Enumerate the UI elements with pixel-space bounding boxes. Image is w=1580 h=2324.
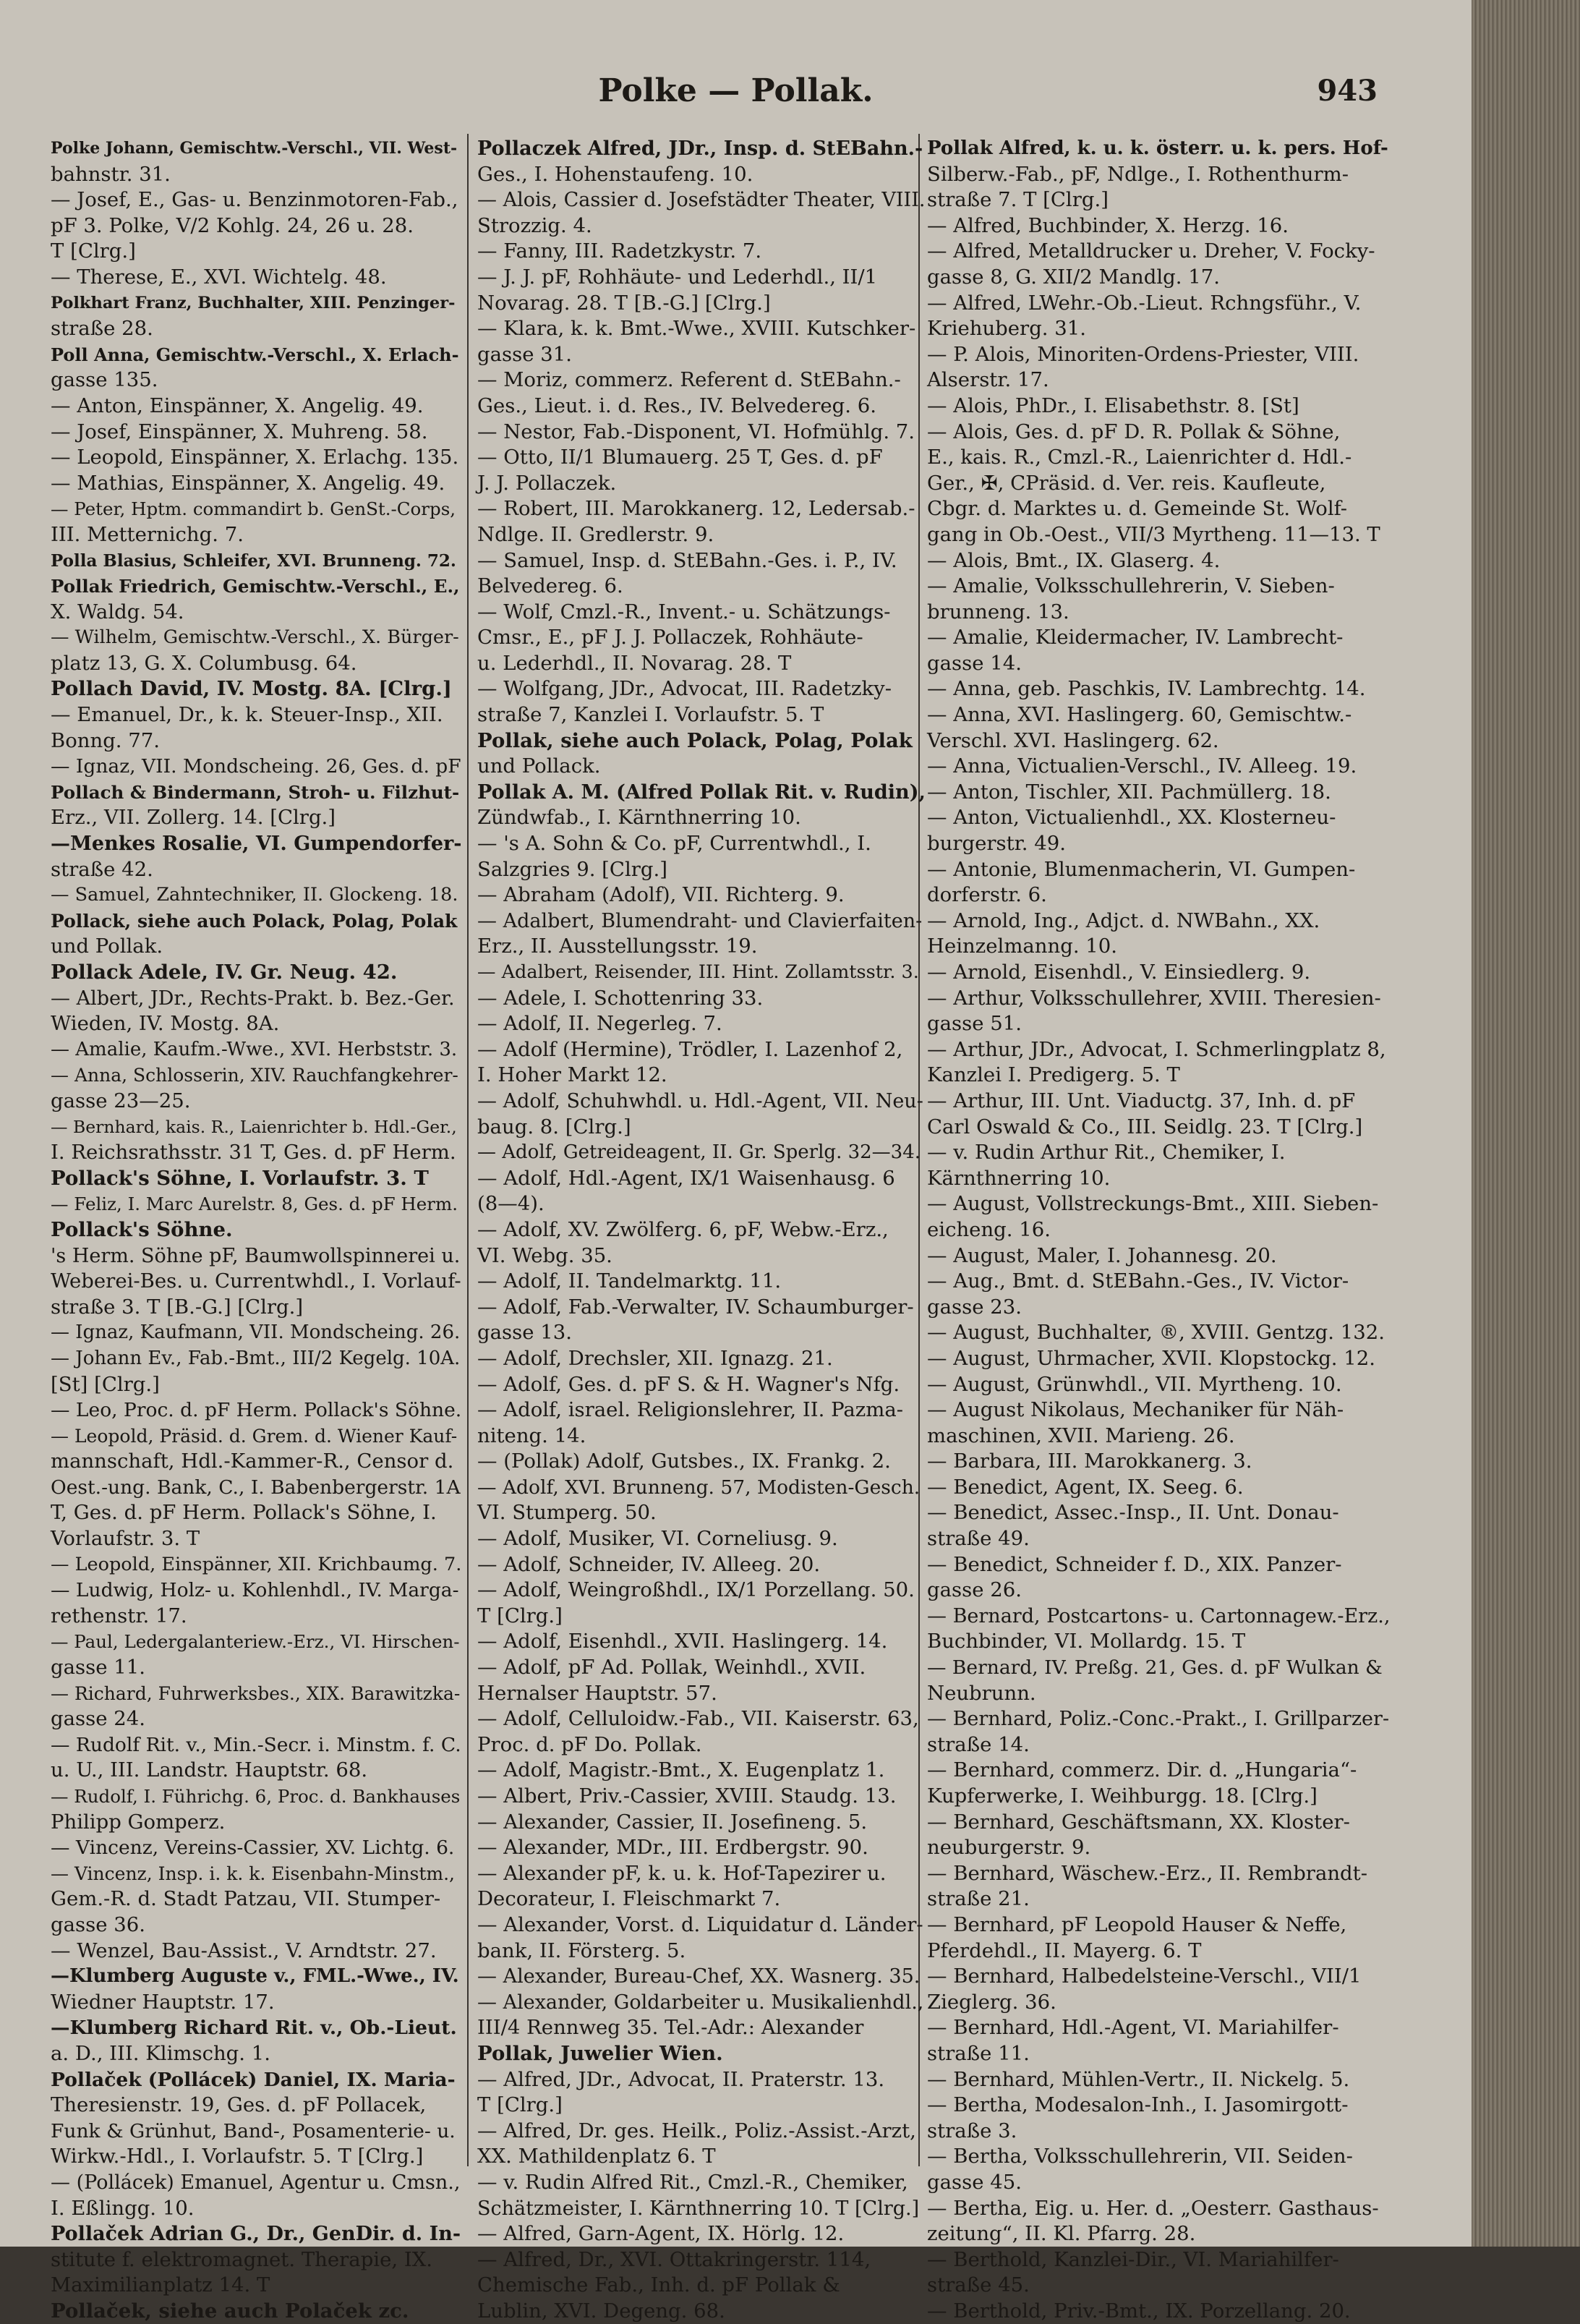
directory-entry-line: — Bertha, Eig. u. Her. d. „Oesterr. Gasthaus- [927,2196,1379,2220]
directory-entry-line: gasse 135. [51,368,158,392]
directory-entry-line: Polkhart Franz, Buchhalter, XIII. Penzinger- [51,293,456,312]
directory-entry-line: gasse 14. [927,651,1022,675]
directory-entry-line: Salzgries 9. [Clrg.] [477,857,667,881]
directory-entry-line: — Amalie, Kleidermacher, IV. Lambrecht- [927,626,1344,650]
page-number: 943 [1317,74,1378,108]
directory-entry-line: — Alfred, LWehr.-Ob.-Lieut. Rchngsführ., V. [927,291,1362,315]
directory-entry-line: straße 45. [927,2273,1030,2297]
directory-entry-line: — Otto, II/1 Blumauerg. 25 T, Ges. d. pF [477,446,883,469]
directory-entry-line: Wirkw.-Hdl., I. Vorlaufstr. 5. T [Clrg.] [51,2145,424,2168]
directory-entry-line: — Alexander, Vorst. d. Liquidatur d. Länder- [477,1912,923,1936]
directory-entry-line: gasse 31. [477,342,572,366]
directory-entry-line: — Anna, Victualien-Verschl., IV. Alleeg. 19. [927,754,1357,778]
directory-entry-line: — August, Buchhalter, ®, XVIII. Gentzg. 132. [927,1321,1385,1345]
directory-entry-line: u. Lederhdl., II. Novarag. 28. T [477,651,792,675]
directory-entry-line: — Josef, Einspänner, X. Muhreng. 58. [51,420,428,443]
directory-entry-line: — Bernard, IV. Preßg. 21, Ges. d. pF Wulkan & [927,1656,1383,1680]
directory-entry-line: Oest.-ung. Bank, C., I. Babenbergerstr. 1A [51,1476,461,1499]
directory-entry-line: —Klumberg Auguste v., FML.-Wwe., IV. [51,1965,459,1988]
directory-entry-line: Schätzmeister, I. Kärnthnerring 10. T [Clrg.] [477,2197,920,2220]
directory-entry-line: — Feliz, I. Marc Aurelstr. 8, Ges. d. pF Herm. [51,1193,458,1215]
directory-entry-line: Zieglerg. 36. [927,1990,1056,2014]
directory-entry-line: [St] [Clrg.] [51,1372,160,1396]
directory-entry-line: — Barbara, III. Marokkanerg. 3. [927,1450,1252,1473]
directory-entry-line: Kupferwerke, I. Weihburgg. 18. [Clrg.] [927,1784,1318,1808]
directory-entry-line: Pollack's Söhne, I. Vorlaufstr. 3. T [51,1166,429,1190]
directory-entry-line: gasse 45. [927,2170,1022,2194]
directory-entry-line: — Klara, k. k. Bmt.-Wwe., XVIII. Kutschker- [477,317,916,341]
directory-entry-line: — Arthur, III. Unt. Viaductg. 37, Inh. d. pF [927,1089,1356,1112]
directory-entry-line: maschinen, XVII. Marieng. 26. [927,1423,1235,1447]
directory-entry-line: — August, Uhrmacher, XVII. Klopstockg. 12. [927,1346,1376,1370]
directory-entry-line: eicheng. 16. [927,1217,1051,1241]
directory-entry-line: Kanzlei I. Predigerg. 5. T [927,1063,1180,1087]
column-divider [467,134,469,2166]
directory-entry-line: gasse 26. [927,1578,1022,1602]
directory-entry-line: — Wenzel, Bau-Assist., V. Arndtstr. 27. [51,1938,437,1962]
directory-entry-line: straße 28. [51,317,153,341]
directory-entry-line: Ndlge. II. Gredlerstr. 9. [477,522,714,546]
directory-entry-line: straße 7, Kanzlei I. Vorlaufstr. 5. T [477,703,824,727]
directory-entry-line: — Alois, Bmt., IX. Glaserg. 4. [927,548,1221,572]
directory-entry-line: III/4 Rennweg 35. Tel.-Adr.: Alexander [477,2016,864,2040]
directory-entry-line: stitute f. elektromagnet. Therapie, IX. [51,2247,433,2271]
directory-entry-line: Alserstr. 17. [927,368,1049,392]
directory-entry-line: — Josef, E., Gas- u. Benzinmotoren-Fab., [51,188,458,212]
directory-entry-line: — Ludwig, Holz- u. Kohlenhdl., IV. Marga- [51,1579,459,1602]
directory-entry-line: gasse 8, G. XII/2 Mandlg. 17. [927,265,1220,289]
left-column [51,136,461,2324]
directory-entry-line: bahnstr. 31. [51,162,171,186]
directory-entry-line: — Bernhard, Halbedelsteine-Verschl., VII/1 [927,1965,1362,1988]
directory-entry-line: — Wilhelm, Gemischtw.-Verschl., X. Bürger- [51,626,459,649]
directory-entry-line: T [Clrg.] [51,239,136,263]
directory-entry-line: — Bernhard, Wäschew.-Erz., II. Rembrandt- [927,1861,1368,1885]
directory-entry-line: — Benedict, Assec.-Insp., II. Unt. Donau- [927,1501,1339,1525]
directory-entry-line: — Benedict, Schneider f. D., XIX. Panzer- [927,1552,1342,1576]
directory-entry-line: — Nestor, Fab.-Disponent, VI. Hofmühlg. 7. [477,420,915,443]
directory-entry-line: — Therese, E., XVI. Wichtelg. 48. [51,265,387,289]
directory-entry-line: XX. Mathildenplatz 6. T [477,2145,716,2168]
directory-entry-line: Ges., I. Hohenstaufeng. 10. [477,162,753,186]
directory-entry-line: Zündwfab., I. Kärnthnerring 10. [477,806,801,830]
directory-entry-line: straße 7. T [Clrg.] [927,188,1109,212]
directory-entry-line: — (Pollácek) Emanuel, Agentur u. Cmsn., [51,2171,461,2194]
directory-entry-line: Ges., Lieut. i. d. Res., IV. Belvedereg. 6. [477,393,876,417]
directory-entry-line: Neubrunn. [927,1681,1036,1705]
directory-entry-line: — Richard, Fuhrwerksbes., XIX. Barawitzka- [51,1682,461,1704]
directory-entry-line: dorferstr. 6. [927,883,1047,907]
directory-entry-line: — Adele, I. Schottenring 33. [477,986,764,1010]
directory-entry-line: Gem.-R. d. Stadt Patzau, VII. Stumper- [51,1887,441,1911]
directory-entry-line: — Johann Ev., Fab.-Bmt., III/2 Kegelg. 10A. [51,1347,461,1369]
directory-entry-line: Philipp Gomperz. [51,1810,226,1834]
directory-entry-line: — Ignaz, VII. Mondscheing. 26, Ges. d. pF [51,755,461,778]
directory-entry-line: Pollach David, IV. Mostg. 8A. [Clrg.] [51,677,452,701]
directory-entry-line: — Alois, Ges. d. pF D. R. Pollak & Söhne, [927,420,1341,443]
directory-entry-line: gasse 23. [927,1295,1022,1319]
directory-entry-line: — Adolf, Musiker, VI. Corneliusg. 9. [477,1527,838,1551]
directory-entry-line: Wieden, IV. Mostg. 8A. [51,1012,280,1036]
directory-entry-line: Hernalser Hauptstr. 57. [477,1681,717,1705]
directory-entry-line: — Adolf, Eisenhdl., XVII. Haslingerg. 14. [477,1630,888,1653]
directory-entry-line: Buchbinder, VI. Mollardg. 15. T [927,1630,1246,1653]
directory-entry-line: Chemische Fab., Inh. d. pF Pollak & [477,2273,840,2297]
directory-entry-line: — Adolf, Celluloidw.-Fab., VII. Kaiserstr. 63, [477,1707,919,1731]
directory-entry-line: Cbgr. d. Marktes u. d. Gemeinde St. Wolf- [927,497,1348,521]
directory-entry-line: — Bertha, Volksschullehrerin, VII. Seiden- [927,2145,1353,2168]
directory-entry-line: T [Clrg.] [477,2093,563,2117]
directory-entry-line: — Alexander, Goldarbeiter u. Musikalienhdl., [477,1991,924,2014]
directory-entry-line: straße 49. [927,1527,1030,1551]
directory-entry-line: Wiedner Hauptstr. 17. [51,1990,275,2014]
directory-entry-line: platz 13, G. X. Columbusg. 64. [51,651,357,675]
directory-entry-line: — Robert, III. Marokkanerg. 12, Ledersab.- [477,497,915,521]
directory-entry-line: Pollaček, siehe auch Polaček zc. [51,2299,409,2323]
directory-entry-line: Pollack's Söhne. [51,1217,233,1241]
directory-entry-line: burgerstr. 49. [927,832,1066,856]
directory-entry-line: gasse 36. [51,1912,145,1936]
directory-entry-line: — Alfred, Dr., XVI. Ottakringerstr. 114, [477,2247,871,2271]
directory-entry-line: Maximilianplatz 14. T [51,2273,270,2297]
directory-entry-line: — Arnold, Eisenhdl., V. Einsiedlerg. 9. [927,961,1311,984]
directory-entry-line: — Rudolf Rit. v., Min.-Secr. i. Minstm. f. C. [51,1733,461,1756]
directory-entry-line: — Abraham (Adolf), VII. Richterg. 9. [477,883,845,907]
directory-entry-line: — Alois, Cassier d. Josefstädter Theater, VIII. [477,189,926,212]
directory-entry-line: a. D., III. Klimschg. 1. [51,2041,271,2065]
directory-entry-line: Pollaček (Pollácek) Daniel, IX. Maria- [51,2068,456,2091]
middle-column [477,136,926,2324]
directory-entry-line: — Anna, XVI. Haslingerg. 60, Gemischtw.- [927,703,1352,727]
directory-entry-line: Ger., ✠, CPräsid. d. Ver. reis. Kaufleute, [927,471,1326,495]
directory-entry-line: III. Metternichg. 7. [51,522,244,546]
directory-entry-line: Carl Oswald & Co., III. Seidlg. 23. T [Clrg.] [927,1115,1363,1138]
directory-entry-line: — Alois, PhDr., I. Elisabethstr. 8. [St] [927,393,1299,417]
directory-entry-line: — Albert, Priv.-Cassier, XVIII. Staudg. 13. [477,1784,897,1808]
directory-entry-line: — Adolf, Weingroßhdl., IX/1 Porzellang. 50. [477,1578,915,1602]
directory-entry-line: E., kais. R., Cmzl.-R., Laienrichter d. Hdl.- [927,446,1352,469]
directory-entry-line: — Aug., Bmt. d. StEBahn.-Ges., IV. Victor- [927,1269,1349,1293]
directory-entry-line: u. U., III. Landstr. Hauptstr. 68. [51,1758,368,1782]
directory-entry-line: Weberei-Bes. u. Currentwhdl., I. Vorlauf- [51,1269,461,1293]
directory-entry-line: Strozzig. 4. [477,213,592,237]
directory-entry-line: — Anna, Schlosserin, XIV. Rauchfangkehrer- [51,1065,458,1086]
directory-entry-line: — Bernhard, Poliz.-Conc.-Prakt., I. Grillparzer- [927,1708,1390,1731]
directory-entry-line: — Adolf, Schuhwhdl. u. Hdl.-Agent, VII. Neu- [477,1089,923,1112]
directory-entry-line: I. Hoher Markt 12. [477,1063,667,1087]
directory-entry-line: — Amalie, Volksschullehrerin, V. Sieben- [927,574,1335,598]
directory-entry-line: — Anton, Einspänner, X. Angelig. 49. [51,393,424,417]
directory-entry-line: — Ignaz, Kaufmann, VII. Mondscheing. 26. [51,1321,461,1344]
directory-entry-line: VI. Stumperg. 50. [477,1501,657,1525]
directory-entry-line: — J. J. pF, Rohhäute- und Lederhdl., II/1 [477,265,878,289]
directory-entry-line: mannschaft, Hdl.-Kammer-R., Censor d. [51,1450,454,1473]
running-head: Polke — Pollak. [598,72,874,109]
directory-entry-line: niteng. 14. [477,1423,586,1447]
directory-entry-line: — Leopold, Präsid. d. Grem. d. Wiener Kauf- [51,1425,458,1447]
right-column [927,136,1390,2324]
directory-entry-line: Proc. d. pF Do. Pollak. [477,1732,702,1756]
directory-entry-line: — Anna, geb. Paschkis, IV. Lambrechtg. 14. [927,677,1366,701]
directory-entry-line: — Samuel, Zahntechniker, II. Glockeng. 18. [51,884,458,906]
directory-entry-line: Pollack, siehe auch Polack, Polag, Polak [51,910,458,932]
directory-entry-line: (8—4). [477,1192,545,1216]
directory-entry-line: Vorlaufstr. 3. T [51,1527,200,1551]
directory-entry-line: Cmsr., E., pF J. J. Pollaczek, Rohhäute- [477,626,863,650]
directory-entry-line: Erz., VII. Zollerg. 14. [Clrg.] [51,806,336,830]
directory-entry-line: — Leopold, Einspänner, XII. Krichbaumg. 7. [51,1553,462,1575]
directory-entry-line: Silberw.-Fab., pF, Ndlge., I. Rothenthurm- [927,162,1349,186]
directory-entry-line: — Bernhard, Hdl.-Agent, VI. Mariahilfer- [927,2016,1339,2040]
directory-entry-line: Belvedereg. 6. [477,574,623,598]
directory-entry-line: — August, Grünwhdl., VII. Myrtheng. 10. [927,1372,1342,1396]
directory-entry-line: Pollaček Adrian G., Dr., GenDir. d. In- [51,2223,461,2246]
directory-entry-line: — Alfred, Dr. ges. Heilk., Poliz.-Assist.-Arzt, [477,2119,916,2142]
directory-entry-line: straße 3. T [B.-G.] [Clrg.] [51,1295,304,1319]
directory-entry-line: baug. 8. [Clrg.] [477,1115,631,1138]
directory-entry-line: — Arnold, Ing., Adjct. d. NWBahn., XX. [927,908,1320,932]
directory-entry-line: — Fanny, III. Radetzkystr. 7. [477,239,762,263]
directory-entry-line: — Alexander, MDr., III. Erdbergstr. 90. [477,1836,868,1860]
directory-entry-line: — Anton, Tischler, XII. Pachmüllerg. 18. [927,780,1331,804]
directory-entry-line: — Adolf, Getreideagent, II. Gr. Sperlg. 32—34. [477,1141,921,1164]
directory-entry-line: Poll Anna, Gemischtw.-Verschl., X. Erlach- [51,344,459,365]
directory-entry-line: straße 3. [927,2119,1017,2142]
directory-entry-line: X. Waldg. 54. [51,600,184,623]
directory-entry-line: Decorateur, I. Fleischmarkt 7. [477,1887,781,1911]
directory-entry-line: Pollak Alfred, k. u. k. österr. u. k. pers. Hof- [927,137,1388,159]
directory-entry-line: — Vincenz, Insp. i. k. k. Eisenbahn-Minstm., [51,1863,455,1884]
directory-entry-line: — August, Vollstreckungs-Bmt., XIII. Sieben- [927,1192,1379,1216]
directory-entry-line: — v. Rudin Alfred Rit., Cmzl.-R., Chemiker, [477,2170,908,2194]
directory-entry-line: straße 21. [927,1887,1030,1911]
directory-entry-line: — Bernard, Postcartons- u. Cartonnagew.-Erz., [927,1604,1391,1627]
directory-entry-line: zeitung“, II. Kl. Pfarrg. 28. [927,2222,1196,2246]
directory-entry-line: und Pollack. [477,754,601,778]
directory-entry-line: T, Ges. d. pF Herm. Pollack's Söhne, I. [51,1501,437,1525]
directory-entry-line: — Wolfgang, JDr., Advocat, III. Radetzky- [477,677,892,701]
directory-entry-line: — Antonie, Blumenmacherin, VI. Gumpen- [927,857,1356,881]
directory-entry-line: — Alfred, JDr., Advocat, II. Praterstr. 13. [477,2067,885,2091]
directory-entry-line: Pollak, Juwelier Wien. [477,2041,723,2065]
directory-entry-line: — Emanuel, Dr., k. k. Steuer-Insp., XII. [51,703,443,727]
directory-entry-line: pF 3. Polke, V/2 Kohlg. 24, 26 u. 28. [51,213,414,237]
directory-entry-line: —Klumberg Richard Rit. v., Ob.-Lieut. [51,2017,457,2040]
directory-entry-line: — Leopold, Einspänner, X. Erlachg. 135. [51,446,459,469]
directory-entry-line: — 's A. Sohn & Co. pF, Currentwhdl., I. [477,832,871,856]
directory-entry-line: Heinzelmanng. 10. [927,935,1118,958]
directory-entry-line: — Arthur, Volksschullehrer, XVIII. Theresien- [927,986,1381,1010]
directory-entry-line: — Adolf, Hdl.-Agent, IX/1 Waisenhausg. 6 [477,1166,895,1190]
directory-entry-line: — P. Alois, Minoriten-Ordens-Priester, VIII. [927,342,1359,366]
directory-entry-line: — Peter, Hptm. commandirt b. GenSt.-Corps, [51,498,456,520]
directory-entry-line: Polla Blasius, Schleifer, XVI. Brunneng. 72. [51,550,456,571]
directory-entry-line: gang in Ob.-Oest., VII/3 Myrtheng. 11—13. T [927,522,1380,546]
directory-entry-line: — Albert, JDr., Rechts-Prakt. b. Bez.-Ger. [51,987,455,1010]
directory-entry-line: — Berthold, Kanzlei-Dir., VI. Mariahilfer- [927,2247,1339,2271]
directory-entry-line: — Alexander, Bureau-Chef, XX. Wasnerg. 35. [477,1965,921,1988]
directory-entry-line: — Adolf (Hermine), Trödler, I. Lazenhof 2, [477,1037,903,1061]
directory-entry-line: gasse 23—25. [51,1089,191,1112]
directory-entry-line: — Rudolf, I. Führichg. 6, Proc. d. Bankhauses [51,1786,461,1807]
directory-entry-line: Funk & Grünhut, Band-, Posamenterie- u. [51,2119,456,2142]
directory-entry-line: — Samuel, Insp. d. StEBahn.-Ges. i. P., IV. [477,548,897,572]
directory-entry-line: — Adolf, Fab.-Verwalter, IV. Schaumburger- [477,1295,914,1319]
directory-entry-line: — Mathias, Einspänner, X. Angelig. 49. [51,471,445,495]
directory-entry-line: straße 14. [927,1732,1030,1756]
directory-entry-line: — Alexander, Cassier, II. Josefineng. 5. [477,1810,868,1834]
directory-entry-line: Pollach & Bindermann, Stroh- u. Filzhut- [51,781,460,803]
directory-entry-line: gasse 13. [477,1321,572,1345]
directory-entry-line: — Adalbert, Blumendraht- und Clavierfaiten- [477,909,923,932]
directory-entry-line: — Berthold, Priv.-Bmt., IX. Porzellang. 20. [927,2299,1351,2323]
directory-entry-line: — Wolf, Cmzl.-R., Invent.- u. Schätzungs- [477,600,891,623]
directory-entry-line: gasse 24. [51,1707,145,1731]
directory-entry-line: — Bernhard, Mühlen-Vertr., II. Nickelg. 5. [927,2067,1350,2091]
directory-entry-line: neuburgerstr. 9. [927,1836,1091,1860]
directory-entry-line: — Adolf, II. Negerleg. 7. [477,1012,722,1036]
directory-entry-line: straße 42. [51,857,153,881]
directory-entry-line: — Moriz, commerz. Referent d. StEBahn.- [477,368,901,392]
directory-entry-line: VI. Webg. 35. [477,1243,612,1267]
directory-entry-line: gasse 51. [927,1012,1022,1036]
directory-entry-line: — Amalie, Kaufm.-Wwe., XVI. Herbststr. 3. [51,1038,458,1060]
directory-entry-line: — Bernhard, pF Leopold Hauser & Neffe, [927,1912,1347,1936]
directory-entry-line: T [Clrg.] [477,1604,563,1627]
directory-entry-line: Polke Johann, Gemischtw.-Verschl., VII. West- [51,139,458,158]
directory-entry-line: —Menkes Rosalie, VI. Gumpendorfer- [51,833,462,856]
directory-entry-line: — Bernhard, commerz. Dir. d. „Hungaria“- [927,1758,1357,1782]
directory-entry-line: bank, II. Försterg. 5. [477,1938,686,1962]
directory-entry-line: rethenstr. 17. [51,1604,187,1627]
directory-entry-line: J. J. Pollaczek. [477,471,617,495]
directory-entry-line: — Adolf, Magistr.-Bmt., X. Eugenplatz 1. [477,1758,885,1782]
directory-entry-line: — Vincenz, Vereins-Cassier, XV. Lichtg. 6. [51,1836,455,1860]
directory-entry-line: — Adolf, pF Ad. Pollak, Weinhdl., XVII. [477,1656,866,1680]
directory-entry-line: Kärnthnerring 10. [927,1166,1111,1190]
directory-entry-line: — Alfred, Garn-Agent, IX. Hörlg. 12. [477,2222,845,2246]
directory-entry-line: Pollak A. M. (Alfred Pollak Rit. v. Rudin), [477,780,926,804]
book-page-edges [1472,0,1580,2247]
directory-entry-line: und Pollak. [51,935,163,958]
directory-entry-line: Kriehuberg. 31. [927,317,1087,341]
directory-entry-line: — Bertha, Modesalon-Inh., I. Jasomirgott- [927,2093,1349,2117]
directory-entry-line: — Adolf, israel. Religionslehrer, II. Pazma- [477,1398,904,1422]
directory-entry-line: — v. Rudin Arthur Rit., Chemiker, I. [927,1141,1286,1165]
directory-entry-line: — Bernhard, Geschäftsmann, XX. Kloster- [927,1810,1350,1834]
directory-entry-line: — Adalbert, Reisender, III. Hint. Zollamtsstr. 3. [477,961,919,983]
directory-entry-line: — Adolf, XV. Zwölferg. 6, pF, Webw.-Erz., [477,1217,889,1241]
page-header [0,72,1472,123]
directory-entry-line: 's Herm. Söhne pF, Baumwollspinnerei u. [51,1244,461,1267]
directory-entry-line: — Arthur, JDr., Advocat, I. Schmerlingplatz 8, [927,1037,1386,1061]
directory-entry-line: I. Reichsrathsstr. 31 T, Ges. d. pF Herm. [51,1141,456,1165]
directory-entry-line: Theresienstr. 19, Ges. d. pF Pollacek, [51,2093,427,2117]
directory-entry-line: Lublin, XVI. Degeng. 68. [477,2299,725,2323]
directory-entry-line: — Alfred, Buchbinder, X. Herzg. 16. [927,213,1289,237]
directory-entry-line: — Alexander pF, k. u. k. Hof-Tapezirer u. [477,1861,887,1885]
directory-entry-line: Bonng. 77. [51,728,161,752]
directory-entry-line: — Anton, Victualienhdl., XX. Klosterneu- [927,806,1336,830]
directory-entry-line: — Adolf, Drechsler, XII. Ignazg. 21. [477,1346,833,1370]
directory-entry-line: Pollack Adele, IV. Gr. Neug. 42. [51,961,398,984]
directory-entry-line: straße 11. [927,2041,1030,2065]
directory-entry-line: brunneng. 13. [927,600,1069,623]
directory-entry-line: Pferdehdl., II. Mayerg. 6. T [927,1938,1202,1962]
directory-entry-line: Novarag. 28. T [B.-G.] [Clrg.] [477,291,771,315]
directory-entry-line: — Leo, Proc. d. pF Herm. Pollack's Söhne. [51,1399,462,1422]
directory-entry-line: — Bernhard, kais. R., Laienrichter b. Hdl.-Ger., [51,1116,457,1137]
directory-entry-line: — Adolf, Ges. d. pF S. & H. Wagner's Nfg. [477,1372,900,1396]
directory-entry-line: — Adolf, II. Tandelmarktg. 11. [477,1269,782,1293]
directory-entry-line: — August Nikolaus, Mechaniker für Näh- [927,1398,1344,1422]
directory-entry-line: Erz., II. Ausstellungsstr. 19. [477,935,758,958]
directory-entry-line: — Adolf, Schneider, IV. Alleeg. 20. [477,1552,821,1576]
directory-entry-line: Pollak Friedrich, Gemischtw.-Verschl., E., [51,576,460,597]
directory-entry-line: gasse 11. [51,1656,145,1680]
directory-entry-line: — (Pollak) Adolf, Gutsbes., IX. Frankg. 2. [477,1450,891,1473]
directory-entry-line: Pollak, siehe auch Polack, Polag, Polak [477,728,913,752]
directory-entry-line: Pollaczek Alfred, JDr., Insp. d. StEBahn.- [477,137,923,160]
directory-entry-line: — August, Maler, I. Johannesg. 20. [927,1243,1277,1267]
directory-entry-line: — Alfred, Metalldrucker u. Dreher, V. Focky- [927,239,1375,263]
directory-entry-line: — Paul, Ledergalanteriew.-Erz., VI. Hirschen- [51,1631,460,1653]
directory-entry-line: — Benedict, Agent, IX. Seeg. 6. [927,1475,1244,1499]
directory-entry-line: I. Eßlingg. 10. [51,2196,195,2220]
directory-entry-line: — Adolf, XVI. Brunneng. 57, Modisten-Gesch. [477,1476,921,1499]
directory-entry-line: Verschl. XVI. Haslingerg. 62. [927,728,1219,752]
